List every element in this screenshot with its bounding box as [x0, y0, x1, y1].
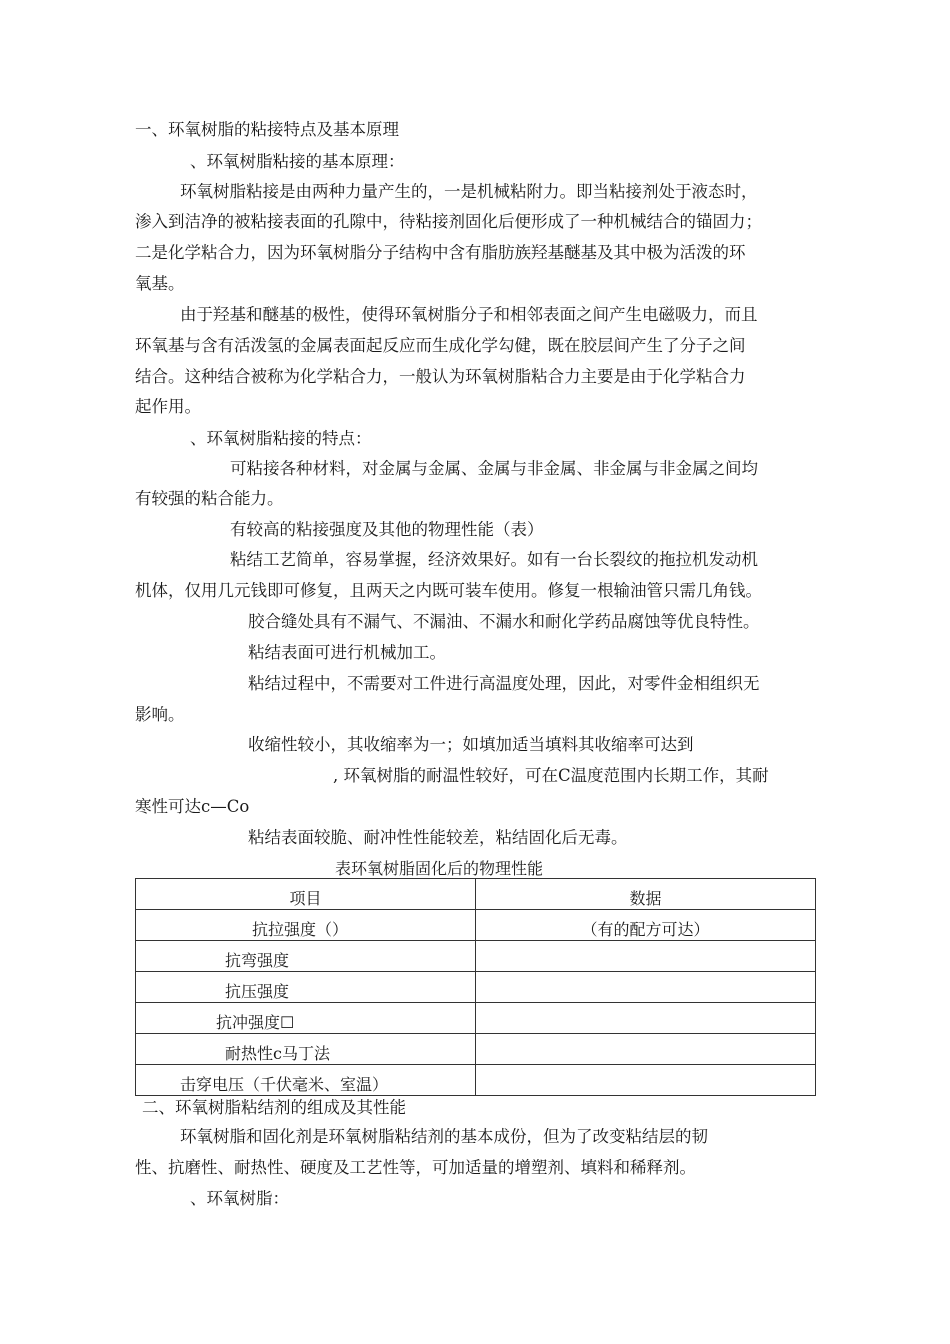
- principle-p2-line: 环氧基与含有活泼氢的金属表面起反应而生成化学勾健，既在胶层间产生了分子之间: [135, 336, 746, 355]
- feature-7: 收缩性较小，其收缩率为一；如填加适当填料其收缩率可达到: [248, 735, 694, 754]
- subsection-2-1-title: 、环氧树脂：: [190, 1189, 289, 1208]
- table-row: [136, 1034, 816, 1065]
- table-cell-item: 抗压强度: [136, 972, 476, 1003]
- table-header-item: 项目: [136, 879, 476, 910]
- table-cell-value: （有的配方可达）: [476, 910, 816, 941]
- feature-4: 胶合缝处具有不漏气、不漏油、不漏水和耐化学药品腐蚀等优良特性。: [248, 612, 760, 631]
- feature-8-line: , 环氧树脂的耐温性较好，可在C温度范围内长期工作，其耐: [333, 766, 769, 785]
- feature-2: 有较高的粘接强度及其他的物理性能（表）: [230, 520, 544, 539]
- principle-p1-line: 二是化学粘合力，因为环氧树脂分子结构中含有脂肪族羟基醚基及其中极为活泼的环: [135, 243, 746, 262]
- feature-6-line: 粘结过程中，不需要对工件进行高温度处理，因此，对零件金相组织无: [248, 674, 760, 693]
- feature-1-line: 可粘接各种材料，对金属与金属、金属与非金属、非金属与非金属之间均: [230, 459, 758, 478]
- subsection-1-2-title: 、环氧树脂粘接的特点：: [190, 429, 372, 448]
- table-cell-value: [476, 1034, 816, 1065]
- table-row: [136, 910, 816, 941]
- principle-p2-line: 由于羟基和醚基的极性，使得环氧树脂分子和相邻表面之间产生电磁吸力，而且: [180, 305, 758, 324]
- principle-p2-line: 起作用。: [135, 397, 201, 416]
- subsection-1-1-title: 、环氧树脂粘接的基本原理：: [190, 152, 405, 171]
- table-cell-item: 抗冲强度☐: [136, 1003, 476, 1034]
- properties-table: [135, 878, 816, 1096]
- feature-1-line: 有较强的粘合能力。: [135, 489, 284, 508]
- feature-3-line: 机体，仅用几元钱即可修复，且两天之内既可装车使用。修复一根输油管只需几角钱。: [135, 581, 762, 600]
- feature-9: 粘结表面较脆、耐冲性性能较差，粘结固化后无毒。: [248, 828, 628, 847]
- table-cell-item: 抗弯强度: [136, 941, 476, 972]
- table-cell-value: [476, 1003, 816, 1034]
- principle-p1-line: 渗入到洁净的被粘接表面的孔隙中，待粘接剂固化后便形成了一种机械结合的锚固力；: [135, 212, 762, 231]
- table-cell-item: 击穿电压（千伏毫米、室温）: [136, 1065, 476, 1096]
- feature-3-line: 粘结工艺简单，容易掌握，经济效果好。如有一台长裂纹的拖拉机发动机: [230, 550, 758, 569]
- principle-p1-line: 氧基。: [135, 274, 185, 293]
- feature-6-line: 影响。: [135, 705, 185, 724]
- s2-paragraph-line: 环氧树脂和固化剂是环氧树脂粘结剂的基本成份，但为了改变粘结层的韧: [180, 1127, 708, 1146]
- section-2-title: 二、环氧树脂粘结剂的组成及其性能: [142, 1098, 406, 1117]
- feature-5: 粘结表面可进行机械加工。: [248, 643, 446, 662]
- principle-p1-line: 环氧树脂粘接是由两种力量产生的，一是机械粘附力。即当粘接剂处于液态时，: [180, 182, 758, 201]
- table-header-row: [136, 879, 816, 910]
- table-row: [136, 941, 816, 972]
- table-cell-item: 耐热性c马丁法: [136, 1034, 476, 1065]
- table-caption: 表环氧树脂固化后的物理性能: [335, 859, 544, 878]
- table-cell-value: [476, 972, 816, 1003]
- s2-paragraph-line: 性、抗磨性、耐热性、硬度及工艺性等，可加适量的增塑剂、填料和稀释剂。: [135, 1158, 696, 1177]
- table-cell-item: 抗拉强度（）: [136, 910, 476, 941]
- table-cell-value: [476, 941, 816, 972]
- table-row: [136, 1003, 816, 1034]
- table-row: [136, 972, 816, 1003]
- table-cell-value: [476, 1065, 816, 1096]
- principle-p2-line: 结合。这种结合被称为化学粘合力，一般认为环氧树脂粘合力主要是由于化学粘合力: [135, 367, 746, 386]
- table-header-data: 数据: [476, 879, 816, 910]
- feature-8-line: 寒性可达c—Co: [135, 797, 250, 816]
- table-row: [136, 1065, 816, 1096]
- section-1-title: 一、环氧树脂的粘接特点及基本原理: [135, 120, 399, 139]
